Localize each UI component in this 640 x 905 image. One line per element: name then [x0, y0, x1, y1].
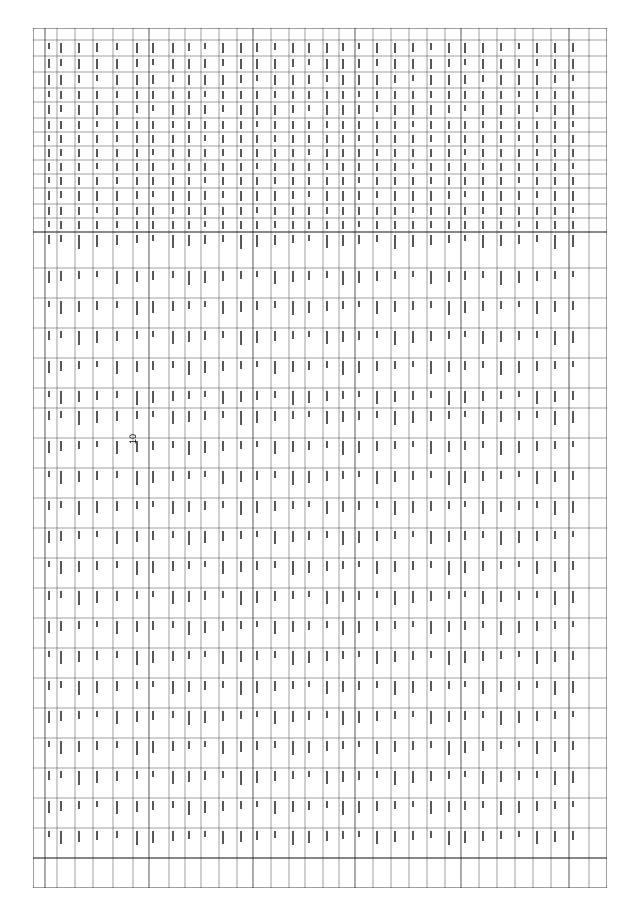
table-border — [33, 28, 607, 888]
page-number: 10 — [128, 433, 138, 444]
illegible-cell-text — [49, 43, 573, 845]
rotated-data-table — [33, 28, 607, 888]
